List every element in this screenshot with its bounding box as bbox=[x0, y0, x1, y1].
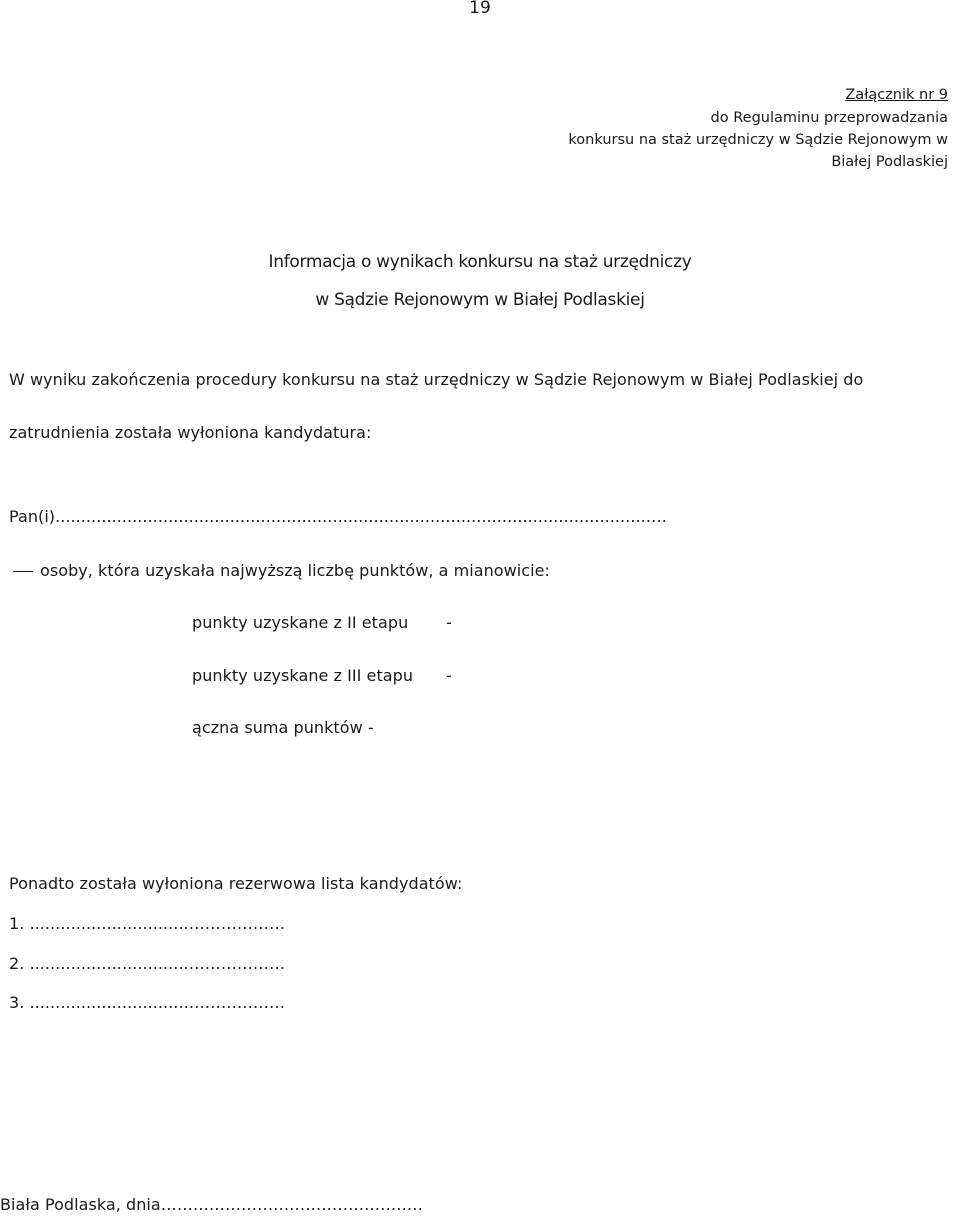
annex-line-3: Białej Podlaskiej bbox=[831, 154, 948, 170]
heading-line-2: w Sądzie Rejonowym w Białej Podlaskiej bbox=[315, 290, 645, 310]
points-stage-3-dash: - bbox=[446, 666, 452, 685]
candidate-description: osoby, która uzyskała najwyższą liczbę punktów, a mianowicie: bbox=[40, 561, 550, 580]
points-stage-3 bbox=[192, 666, 452, 685]
reserve-item-3: 3. ...............................……………… bbox=[9, 993, 286, 1012]
intro-line-2: zatrudnienia została wyłoniona kandydatura: bbox=[9, 423, 372, 442]
annex-line-2: konkursu na staż urzędniczy w Sądzie Rejonowym w bbox=[568, 132, 948, 148]
points-total: ączna suma punktów - bbox=[192, 718, 374, 737]
dash-bullet bbox=[13, 571, 33, 572]
annex-line-1: do Regulaminu przeprowadzania bbox=[710, 110, 948, 126]
reserve-heading: Ponadto została wyłoniona rezerwowa lista kandydatów: bbox=[9, 874, 463, 893]
points-stage-2-label: punkty uzyskane z II etapu bbox=[192, 613, 409, 632]
place-date-line: Biała Podlaska, dnia…………………………………………. bbox=[0, 1195, 423, 1214]
points-stage-2 bbox=[192, 613, 452, 632]
annex-title: Załącznik nr 9 bbox=[845, 87, 948, 103]
reserve-item-1: 1. ...............................……………… bbox=[9, 914, 286, 933]
reserve-item-2: 2. ...............................……………… bbox=[9, 954, 286, 973]
heading-line-1: Informacja o wynikach konkursu na staż urzędniczy bbox=[268, 252, 692, 272]
intro-line-1: W wyniku zakończenia procedury konkursu na staż urzędniczy w Sądzie Rejonowym w Białej Podlaskiej do bbox=[9, 370, 864, 389]
candidate-line: Pan(i)...................................................................................................................…. bbox=[9, 507, 667, 526]
points-stage-2-dash: - bbox=[446, 613, 452, 632]
page-number: 19 bbox=[469, 0, 491, 18]
points-stage-3-label: punkty uzyskane z III etapu bbox=[192, 666, 414, 685]
